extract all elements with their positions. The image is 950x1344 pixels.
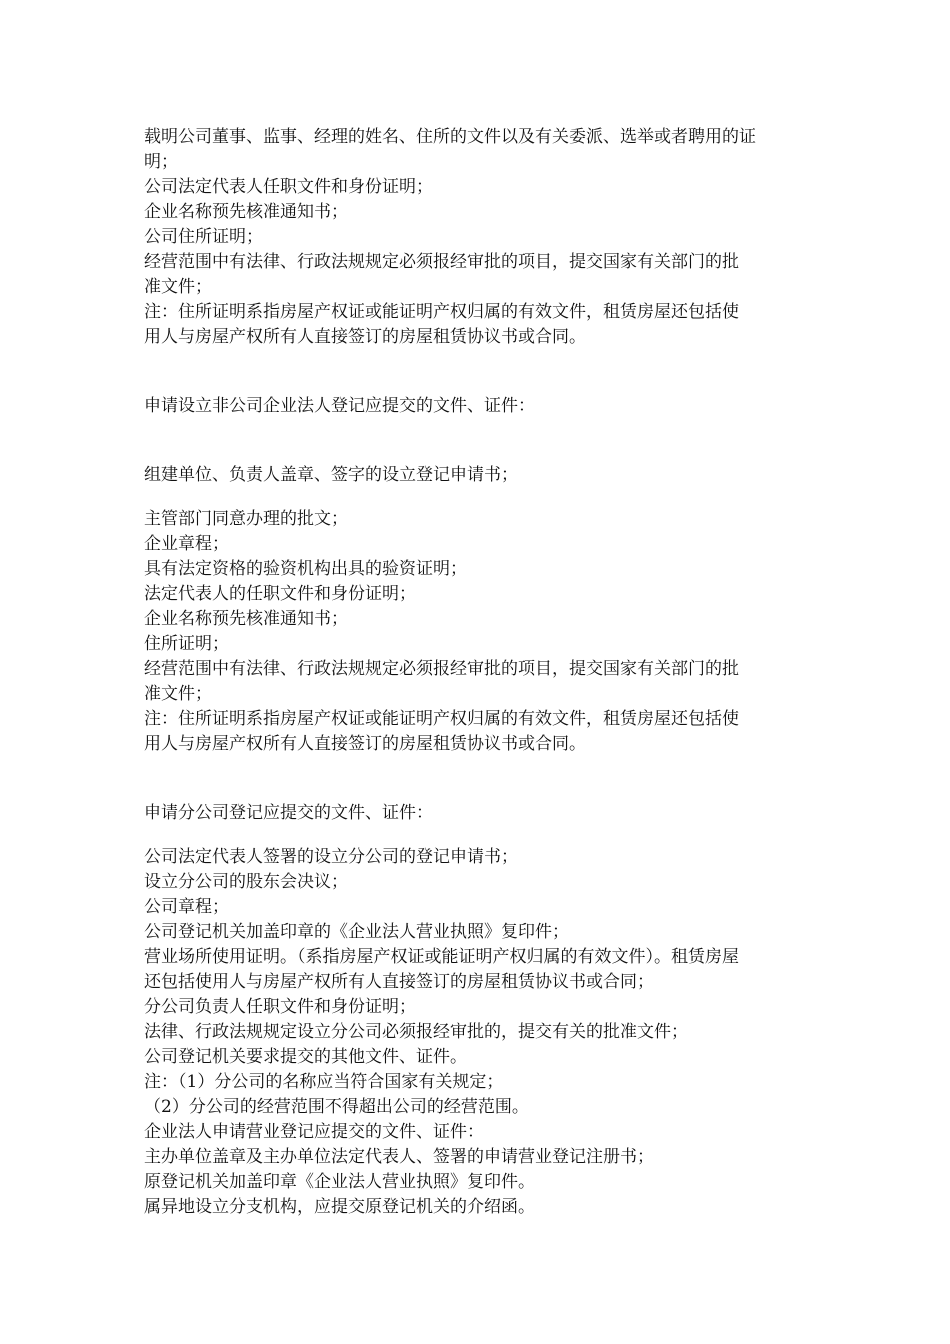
text-line: 分公司负责人任职文件和身份证明； xyxy=(144,997,416,1017)
text-line: 法律、行政法规规定设立分公司必须报经审批的，提交有关的批准文件； xyxy=(144,1022,688,1042)
text-line: 载明公司董事、监事、经理的姓名、住所的文件以及有关委派、选举或者聘用的证 xyxy=(144,127,756,147)
text-line: 营业场所使用证明。（系指房屋产权证或能证明产权归属的有效文件）。租赁房屋 xyxy=(144,947,739,967)
text-line: 企业章程； xyxy=(144,534,229,554)
text-line: 准文件； xyxy=(144,684,212,704)
text-line: 具有法定资格的验资机构出具的验资证明； xyxy=(144,559,467,579)
section-heading: 申请设立非公司企业法人登记应提交的文件、证件： xyxy=(144,396,535,416)
text-line: 公司住所证明； xyxy=(144,227,263,247)
text-line: 用人与房屋产权所有人直接签订的房屋租赁协议书或合同。 xyxy=(144,327,586,347)
text-line: 公司法定代表人任职文件和身份证明； xyxy=(144,177,433,197)
section-heading: 申请分公司登记应提交的文件、证件： xyxy=(144,803,433,823)
text-line: 经营范围中有法律、行政法规规定必须报经审批的项目，提交国家有关部门的批 xyxy=(144,659,739,679)
text-line: 用人与房屋产权所有人直接签订的房屋租赁协议书或合同。 xyxy=(144,734,586,754)
text-line: 注：住所证明系指房屋产权证或能证明产权归属的有效文件，租赁房屋还包括使 xyxy=(144,709,739,729)
text-line: 还包括使用人与房屋产权所有人直接签订的房屋租赁协议书或合同； xyxy=(144,972,654,992)
text-line: 公司登记机关要求提交的其他文件、证件。 xyxy=(144,1047,467,1067)
text-line: 企业法人申请营业登记应提交的文件、证件： xyxy=(144,1122,484,1142)
text-line: 属异地设立分支机构，应提交原登记机关的介绍函。 xyxy=(144,1197,535,1217)
text-line: 原登记机关加盖印章《企业法人营业执照》复印件。 xyxy=(144,1172,535,1192)
text-line: 注：（1）分公司的名称应当符合国家有关规定； xyxy=(144,1072,504,1092)
text-line: （2）分公司的经营范围不得超出公司的经营范围。 xyxy=(144,1097,529,1117)
text-line: 注：住所证明系指房屋产权证或能证明产权归属的有效文件，租赁房屋还包括使 xyxy=(144,302,739,322)
text-line: 设立分公司的股东会决议； xyxy=(144,872,348,892)
text-line: 组建单位、负责人盖章、签字的设立登记申请书； xyxy=(144,465,518,485)
text-line: 主办单位盖章及主办单位法定代表人、签署的申请营业登记注册书； xyxy=(144,1147,654,1167)
text-line: 经营范围中有法律、行政法规规定必须报经审批的项目，提交国家有关部门的批 xyxy=(144,252,739,272)
text-line: 法定代表人的任职文件和身份证明； xyxy=(144,584,416,604)
text-line: 企业名称预先核准通知书； xyxy=(144,609,348,629)
text-line: 企业名称预先核准通知书； xyxy=(144,202,348,222)
text-line: 公司法定代表人签署的设立分公司的登记申请书； xyxy=(144,847,518,867)
text-line: 主管部门同意办理的批文； xyxy=(144,509,348,529)
text-line: 公司章程； xyxy=(144,897,229,917)
text-line: 住所证明； xyxy=(144,634,229,654)
text-line: 准文件； xyxy=(144,277,212,297)
text-line: 明； xyxy=(144,152,178,172)
text-line: 公司登记机关加盖印章的《企业法人营业执照》复印件； xyxy=(144,922,569,942)
